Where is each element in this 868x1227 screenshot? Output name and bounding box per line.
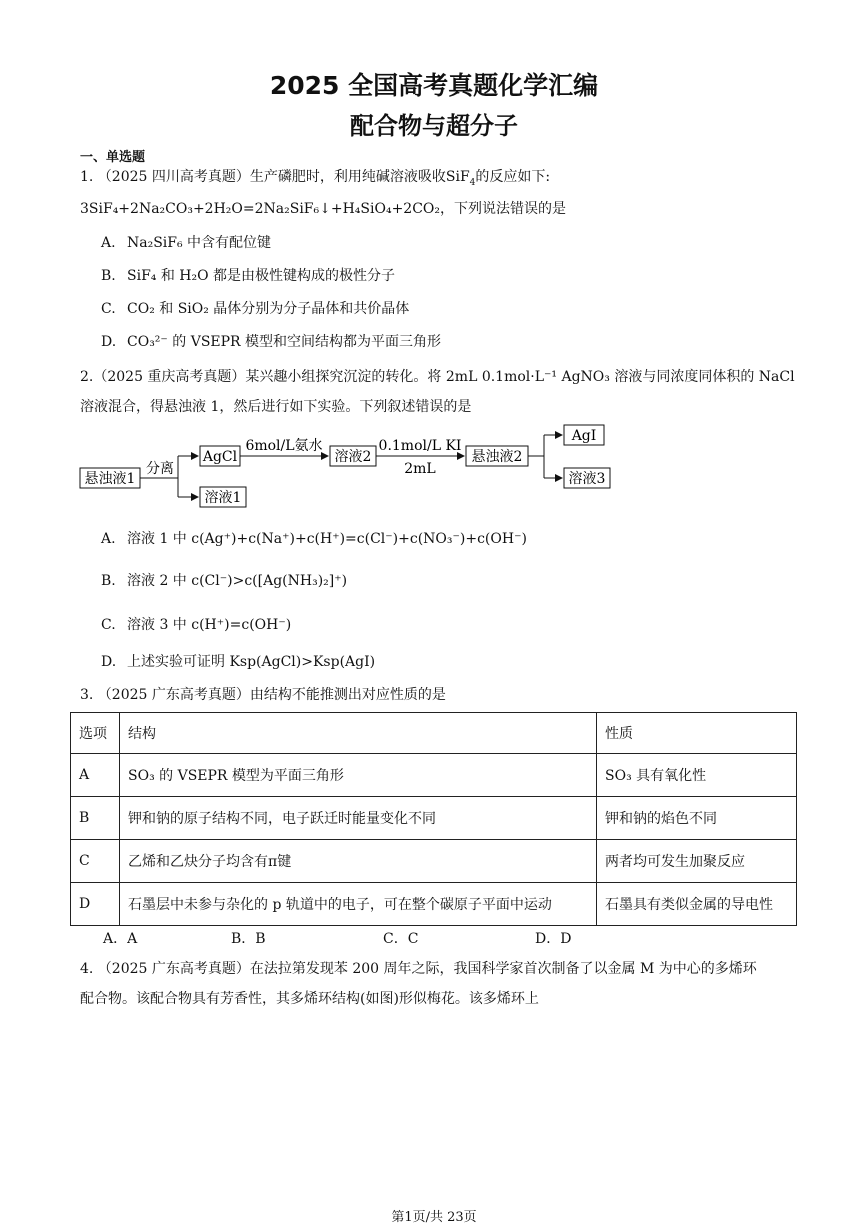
q3-choice-a: A．A [103, 931, 138, 947]
q2-option-c: C. 溶液 3 中 c(H⁺)=c(OH⁻) [101, 617, 292, 633]
q1-stem-prefix: 1. （2025 四川高考真题）生产磷肥时，利用纯碱溶液吸收SiF [80, 169, 470, 185]
table-cell: A [71, 754, 120, 797]
q3-table [70, 712, 797, 926]
table-cell: 石墨层中未参与杂化的 p 轨道中的电子，可在整个碳原子平面中运动 [120, 883, 597, 926]
table-row [71, 840, 797, 883]
table-cell: 钾和钠的原子结构不同，电子跃迁时能量变化不同 [120, 797, 597, 840]
flow-label-agcl: AgCl [202, 449, 238, 465]
q1-stem-suffix: 的反应如下: [475, 169, 551, 185]
table-row [71, 797, 797, 840]
q3-choice-b: B．B [231, 931, 266, 947]
q2-option-b: B. 溶液 2 中 c(Cl⁻)>c([Ag(NH₃)₂]⁺) [101, 573, 348, 589]
q1-stem-sub: 4 [469, 177, 476, 188]
table-header-row [71, 713, 797, 754]
table-header-cell: 性质 [597, 713, 797, 754]
table-cell: SO₃ 的 VSEPR 模型为平面三角形 [120, 754, 597, 797]
q2-flow-diagram [78, 423, 618, 515]
table-cell: SO₃ 具有氧化性 [597, 754, 797, 797]
q1-equation: 3SiF₄+2Na₂CO₃+2H₂O=2Na₂SiF₆↓+H₄SiO₄+2CO₂，下列说法错误的是 [80, 201, 567, 217]
table-cell: 两者均可发生加聚反应 [597, 840, 797, 883]
flow-label-ammonia: 6mol/L氨水 [245, 438, 323, 454]
table-cell: B [71, 797, 120, 840]
q1-option-a: A. Na₂SiF₆ 中含有配位键 [101, 235, 272, 251]
flow-label-ki-volume: 2mL [404, 461, 436, 477]
table-cell: C [71, 840, 120, 883]
q4-stem-line1: 4. （2025 广东高考真题）在法拉第发现苯 200 周年之际，我国科学家首次制备了以金属 M 为中心的多烯环 [80, 961, 757, 977]
q1-option-d: D. CO₃²⁻ 的 VSEPR 模型和空间结构都为平面三角形 [101, 334, 442, 350]
table-row [71, 883, 797, 926]
table-header-cell: 选项 [71, 713, 120, 754]
q3-choice-d: D．D [535, 931, 572, 947]
flow-label-sol1: 溶液1 [204, 490, 242, 506]
table-cell: 钾和钠的焰色不同 [597, 797, 797, 840]
flow-label-start: 悬浊液1 [84, 471, 136, 487]
q2-stem-line2: 溶液混合，得悬浊液 1，然后进行如下实验。下列叙述错误的是 [80, 399, 472, 415]
section-heading: 一、单选题 [80, 150, 146, 165]
q3-choice-c: C．C [383, 931, 419, 947]
q1-option-b: B. SiF₄ 和 H₂O 都是由极性键构成的极性分子 [101, 268, 396, 284]
q1-option-c: C. CO₂ 和 SiO₂ 晶体分别为分子晶体和共价晶体 [101, 301, 410, 317]
q2-option-a: A. 溶液 1 中 c(Ag⁺)+c(Na⁺)+c(H⁺)=c(Cl⁻)+c(NO₃⁻)+c(OH⁻) [101, 531, 527, 547]
flow-label-separate: 分离 [146, 461, 174, 477]
table-header-cell: 结构 [120, 713, 597, 754]
q4-stem-line2: 配合物。该配合物具有芳香性，其多烯环结构(如图)形似梅花。该多烯环上 [80, 991, 539, 1007]
q2-stem-line1: 2.（2025 重庆高考真题）某兴趣小组探究沉淀的转化。将 2mL 0.1mol·L⁻¹ AgNO₃ 溶液与同浓度同体积的 NaCl [80, 369, 795, 385]
q3-stem: 3. （2025 广东高考真题）由结构不能推测出对应性质的是 [80, 687, 446, 703]
page-subtitle: 配合物与超分子 [350, 112, 518, 140]
table-row [71, 754, 797, 797]
flow-label-sol3: 溶液3 [568, 471, 606, 487]
table-cell: 石墨具有类似金属的导电性 [597, 883, 797, 926]
q2-option-d: D. 上述实验可证明 Ksp(AgCl)>Ksp(AgI) [101, 654, 376, 670]
q1-stem [80, 166, 550, 188]
flow-label-ki: 0.1mol/L KI [378, 438, 462, 454]
table-cell: 乙烯和乙炔分子均含有π键 [120, 840, 597, 883]
table-cell: D [71, 883, 120, 926]
flow-label-susp2: 悬浊液2 [471, 449, 523, 465]
page-footer: 第1页/共 23页 [391, 1210, 477, 1225]
page-title: 2025 全国高考真题化学汇编 [269, 71, 599, 100]
flow-label-sol2: 溶液2 [334, 449, 372, 465]
flow-label-agi: AgI [571, 428, 597, 444]
